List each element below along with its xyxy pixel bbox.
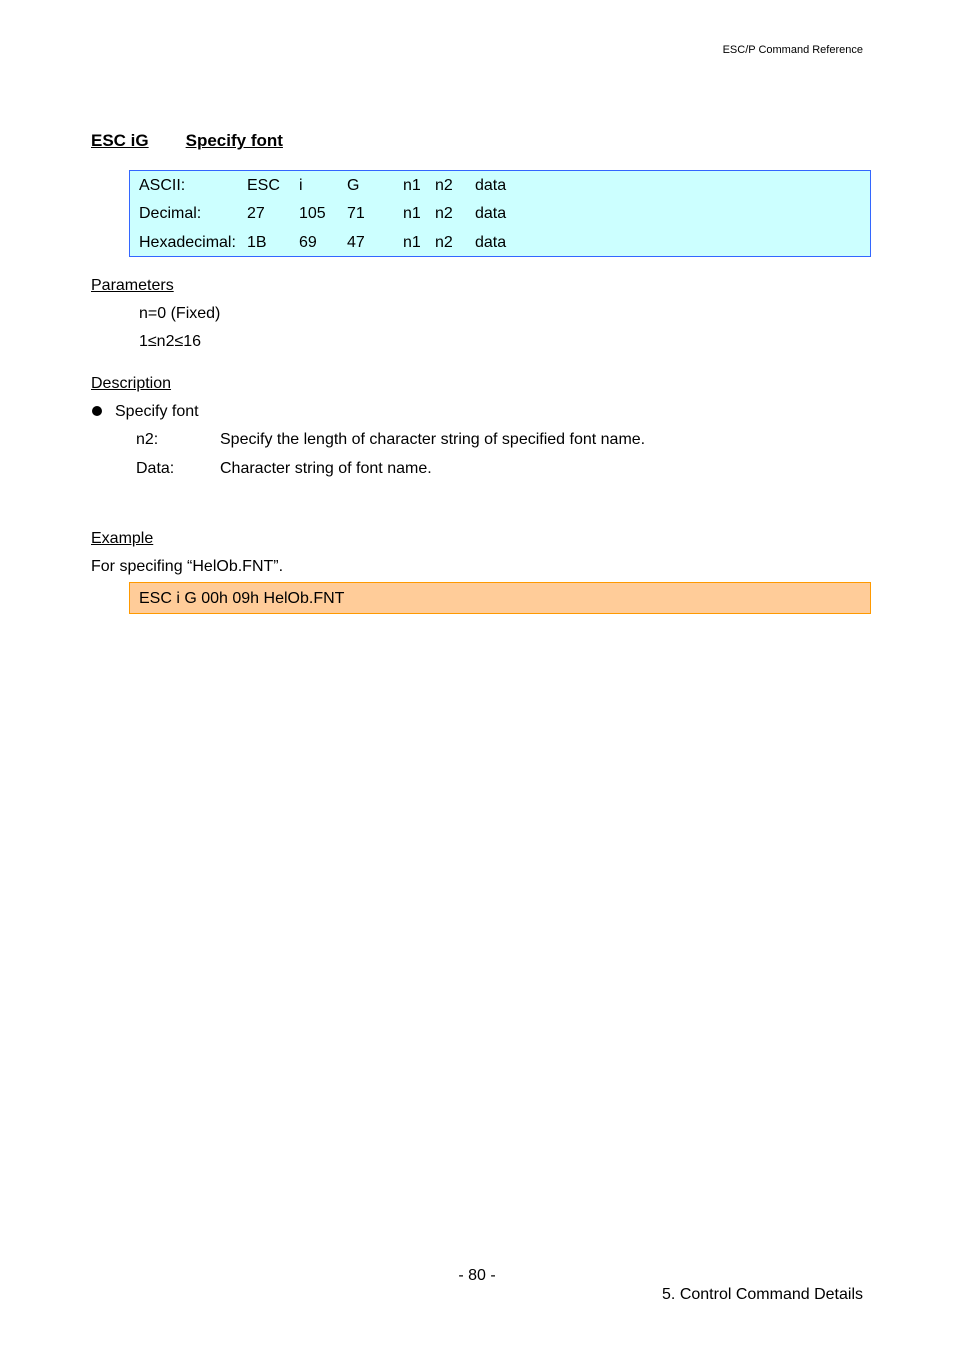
table-cell: i xyxy=(299,177,303,194)
bullet-icon xyxy=(92,406,102,416)
table-cell: 105 xyxy=(299,205,326,222)
table-cell: n2 xyxy=(435,234,453,251)
table-cell: G xyxy=(347,177,360,194)
parameter-item: 1≤n2≤16 xyxy=(139,333,202,350)
table-cell: ESC xyxy=(247,177,280,194)
description-text: Specify the length of character string of specified font name. xyxy=(220,431,646,448)
description-text: Character string of font name. xyxy=(220,460,432,477)
table-cell: n2 xyxy=(435,205,453,222)
table-cell: 71 xyxy=(347,205,365,222)
command-title: Specify font xyxy=(185,131,283,150)
command-name: ESC iG xyxy=(91,131,149,150)
table-cell: n2 xyxy=(435,177,453,194)
description-term: Data: xyxy=(136,460,175,477)
table-cell: 1B xyxy=(247,234,267,251)
row-label: Decimal: xyxy=(139,205,202,222)
table-cell: 27 xyxy=(247,205,265,222)
table-cell: 69 xyxy=(299,234,317,251)
table-cell: n1 xyxy=(403,234,421,251)
description-bullet-text: Specify font xyxy=(115,403,199,420)
row-label: Hexadecimal: xyxy=(139,234,236,251)
example-heading: Example xyxy=(91,530,154,547)
table-row xyxy=(130,177,870,197)
description-term: n2: xyxy=(136,431,159,448)
command-table xyxy=(129,170,871,257)
parameters-heading: Parameters xyxy=(91,277,174,294)
table-cell: n1 xyxy=(403,205,421,222)
description-heading: Description xyxy=(91,375,172,392)
row-label: ASCII: xyxy=(139,177,186,194)
table-cell: data xyxy=(475,177,507,194)
table-row xyxy=(130,234,870,254)
parameter-item: n=0 (Fixed) xyxy=(139,305,221,322)
table-cell: data xyxy=(475,234,507,251)
table-cell: 47 xyxy=(347,234,365,251)
table-cell: n1 xyxy=(403,177,421,194)
table-row xyxy=(130,205,870,225)
table-cell: data xyxy=(475,205,507,222)
page-title xyxy=(91,131,283,151)
example-intro: For specifing “HelOb.FNT”. xyxy=(91,558,284,575)
example-code-box xyxy=(129,582,871,614)
header-reference: ESC/P Command Reference xyxy=(722,44,863,56)
example-code: ESC i G 00h 09h HelOb.FNT xyxy=(139,590,345,607)
footer-chapter: 5. Control Command Details xyxy=(662,1286,863,1303)
page-number: - 80 - xyxy=(458,1267,496,1284)
